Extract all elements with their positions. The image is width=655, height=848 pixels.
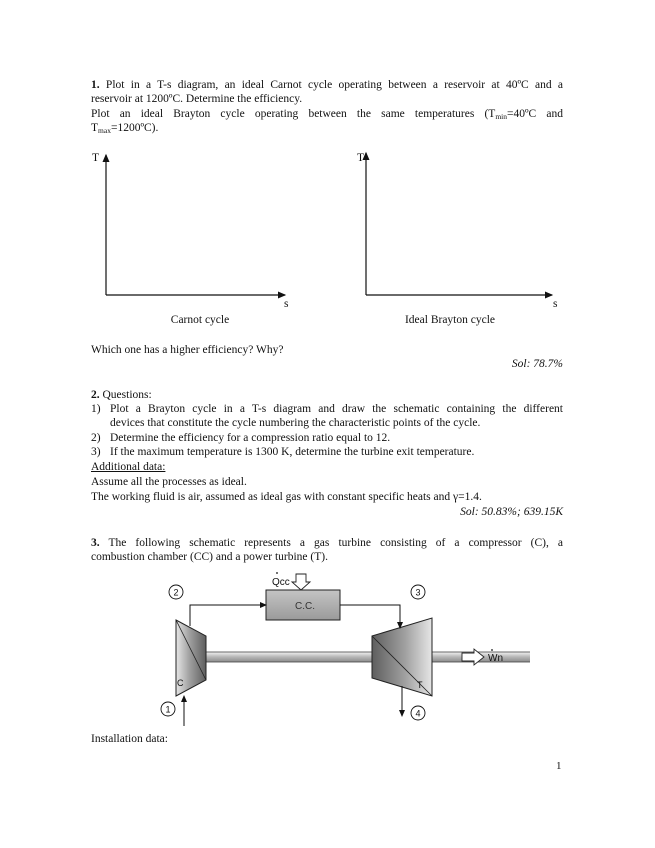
gas-turbine-schematic [150,570,530,730]
turbine-label: T [417,680,423,690]
q3-line2: combustion chamber (CC) and a power turbine (T). [91,551,328,563]
turbine [372,618,432,696]
wn-dot [491,649,493,651]
q1-line4: $T_{max}=1200ºC$). [91,122,159,135]
point-1-label: 1 [165,704,171,715]
work-label: Wn [488,653,503,664]
q1-question: Which one has a higher efficiency? Why? [91,344,284,356]
q1-solution: Sol: 78.7% [511,358,563,370]
q1-line3: Plot an ideal Brayton cycle operating between the same temperatures ($T_{min}=40ºC$ and [91,108,563,121]
cc-label: C.C. [295,601,315,612]
q1-line2: reservoir at 1200ºC. Determine the efficiency. [91,93,303,105]
heat-input-arrow [292,574,310,590]
qcc-label: Qcc [272,577,290,588]
brayton-axis-s: s [553,298,558,310]
q2-number: 2. [91,389,100,401]
q1-number: 1. [91,79,100,91]
ts-axes [80,145,570,315]
compressor-label: C [177,678,184,688]
carnot-axis-s: s [284,298,289,310]
carnot-axes [106,155,285,295]
q2-title: 2. Questions: [91,389,152,401]
q2-assume: Assume all the processes as ideal. [91,476,247,488]
qcc-dot [276,572,278,574]
q2-item-1: 1) Plot a Brayton cycle in a T-s diagram and draw the schematic containing the different devices that constitute the cycle numbering the characteristic points of the cycle. [91,403,563,429]
caption-brayton: Ideal Brayton cycle [404,314,496,326]
q3-installation: Installation data: [91,733,168,745]
page-number: 1 [556,760,562,772]
q2-solution: Sol: 50.83%; 639.15K [460,506,563,518]
carnot-axis-t: T [92,152,100,164]
q1-line1: 1. Plot in a T-s diagram, an ideal Carnot cycle operating between a reservoir at 40ºC and a [91,79,564,91]
point-3-label: 3 [415,587,421,598]
caption-carnot: Carnot cycle [170,314,230,326]
flow-3 [340,605,400,628]
q2-additional-label: Additional data: [91,461,166,473]
brayton-axis-t: T [357,152,365,164]
brayton-axes [366,153,552,295]
q3-number: 3. [91,537,100,549]
point-2-label: 2 [173,587,179,598]
point-4-label: 4 [415,708,421,719]
q3-line1: 3. The following schematic represents a gas turbine consisting of a compressor (C), a [91,537,563,549]
work-output-arrow [462,649,484,665]
flow-2 [190,605,266,626]
q2-fluid: The working fluid is air, assumed as ideal gas with constant specific heats and γ=1.4. [91,491,482,503]
